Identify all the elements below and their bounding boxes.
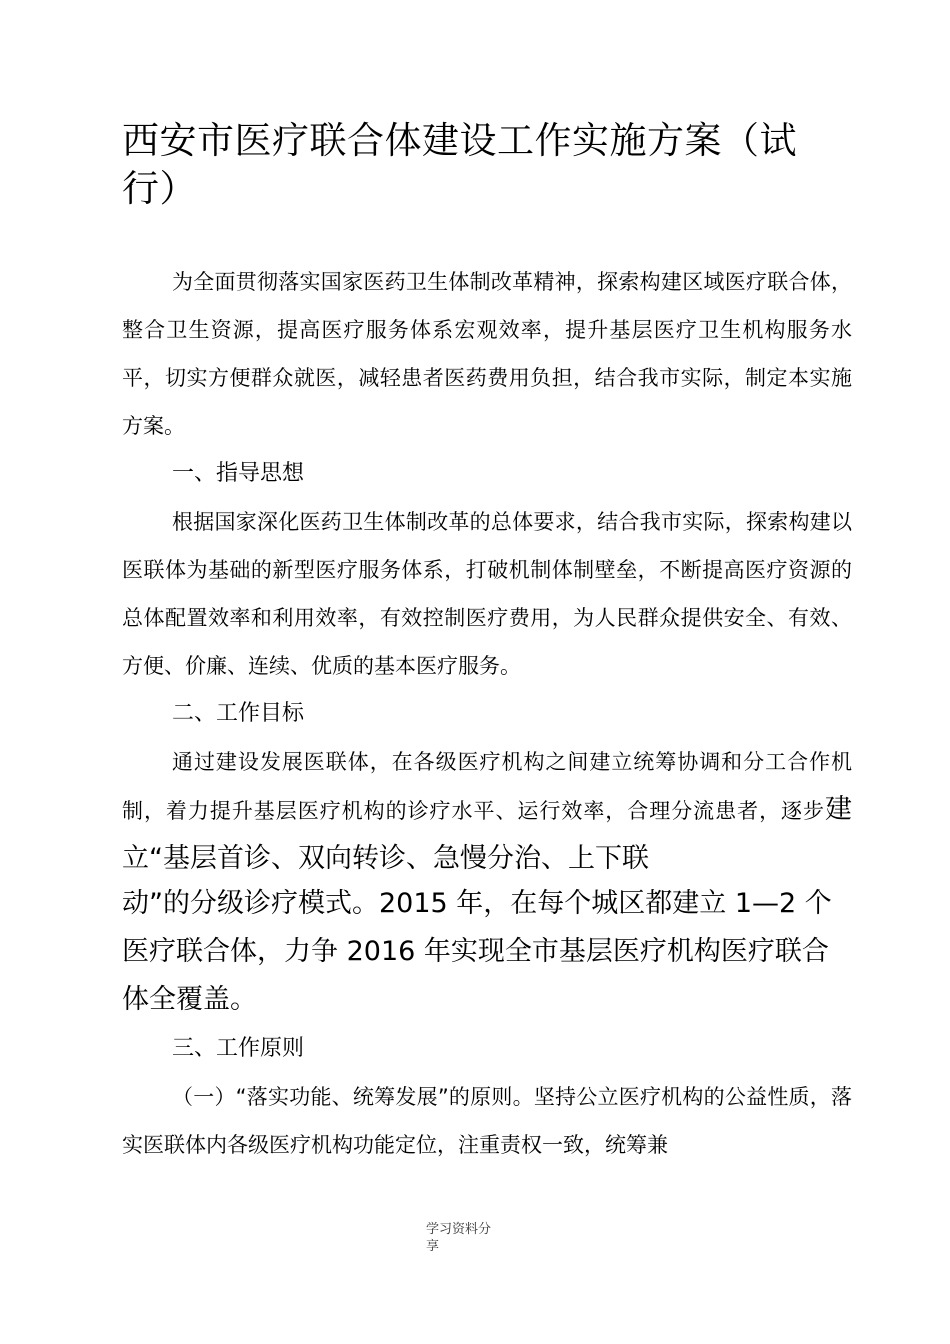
page-footer xyxy=(426,1221,516,1255)
section-heading-work-goals: 二、工作目标 xyxy=(172,701,305,726)
section-heading-guiding-ideology: 一、指导思想 xyxy=(172,461,305,486)
document-title: 西安市医疗联合体建设工作实施方案（试行） xyxy=(122,119,797,210)
work-principles-paragraph: （一）“落实功能、统筹发展”的原则。坚持公立医疗机构的公益性质，落实医联体内各级医疗机构功能定位，注重责权一致，统筹兼 xyxy=(122,1085,852,1157)
work-goals-text-part3: 动”的分级诊疗模式。2015 年，在每个城区都建立 1—2 个医疗联合体，力争 2016 年实现全市基层医疗机构医疗联合体全覆盖。 xyxy=(122,888,832,1015)
work-goals-text-part1: 通过建设发展医联体，在各级医疗机构之间建立统筹协调和分工合作机制，着力提升基层医疗机构的诊疗水平、运行效率，合理分流患者，逐步建立“基层首诊、双向转诊、急慢分治、上下联 xyxy=(122,750,852,874)
work-goals-text-part2: 建立“基层首诊、双向转诊、急慢分治、上下联 xyxy=(122,794,852,874)
guiding-ideology-paragraph: 根据国家深化医药卫生体制改革的总体要求，结合我市实际，探索构建以医联体为基础的新型医疗服务体系，打破机制体制壁垒，不断提高医疗资源的总体配置效率和利用效率，有效控制医疗费用，为人民群众提供安全、有效、方便、价廉、连续、优质的基本医疗服务。 xyxy=(122,510,852,678)
section-heading-work-principles: 三、工作原则 xyxy=(172,1036,305,1061)
footer-line-1: 学习资料分 xyxy=(426,1222,492,1237)
intro-paragraph: 为全面贯彻落实国家医药卫生体制改革精神，探索构建区域医疗联合体，整合卫生资源，提高医疗服务体系宏观效率，提升基层医疗卫生机构服务水平，切实方便群众就医，减轻患者医药费用负担，结合我市实际，制定本实施方案。 xyxy=(122,270,852,438)
footer-line-2: 享 xyxy=(426,1239,440,1254)
